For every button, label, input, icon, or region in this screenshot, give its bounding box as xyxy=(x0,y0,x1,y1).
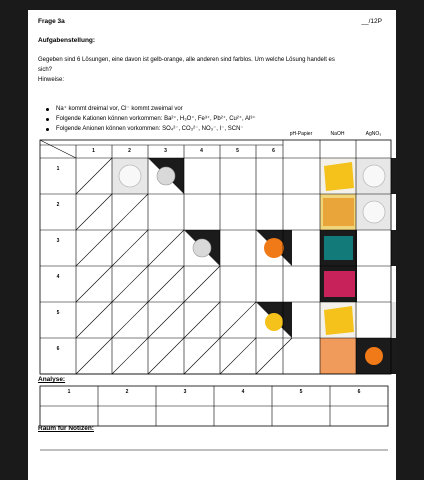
cell-diagonal xyxy=(112,302,148,338)
row-number: 3 xyxy=(56,238,60,244)
task-text-line-2: sich? xyxy=(38,67,53,73)
cell-diagonal xyxy=(220,302,256,338)
analysis-column-number: 3 xyxy=(183,389,187,395)
clear-droplet xyxy=(119,165,141,187)
cell-diagonal xyxy=(76,194,112,230)
analysis-column-number: 1 xyxy=(67,389,71,395)
cell-diagonal xyxy=(184,266,220,302)
cell-diagonal xyxy=(76,302,112,338)
orange-droplet xyxy=(264,238,284,258)
header-corner-diagonal xyxy=(40,140,76,158)
reagent-header-naoh: NaOH xyxy=(330,131,345,137)
cell-diagonal xyxy=(148,230,184,266)
reagent-header-agno3: AgNO₃ xyxy=(365,131,382,137)
row-number: 1 xyxy=(56,166,60,172)
worksheet-frame xyxy=(28,10,396,480)
orange-powder-photo xyxy=(320,338,357,374)
cell-diagonal xyxy=(76,158,112,194)
magenta-indicator-strip xyxy=(324,271,355,297)
hint-item: Na⁺ kommt dreimal vor, Cl⁻ kommt zweimal vor xyxy=(44,104,256,114)
points-field: __/12P xyxy=(361,18,382,25)
question-title: Frage 3a xyxy=(38,18,65,25)
analysis-heading: Analyse: xyxy=(38,376,66,383)
sample-photo-background xyxy=(391,302,396,338)
yellow-droplet xyxy=(265,313,283,331)
orange-indicator-strip xyxy=(323,198,354,226)
row-number: 5 xyxy=(56,310,60,316)
cell-diagonal xyxy=(76,230,112,266)
clear-droplet xyxy=(363,165,385,187)
cell-diagonal xyxy=(148,266,184,302)
yellow-indicator-strip xyxy=(324,306,354,335)
worksheet-page xyxy=(28,10,396,480)
cell-diagonal xyxy=(220,338,256,374)
clear-droplet xyxy=(363,201,385,223)
cell-diagonal xyxy=(112,338,148,374)
analysis-column-number: 6 xyxy=(357,389,361,395)
teal-indicator-strip xyxy=(324,236,353,260)
hint-item: Folgende Anionen können vorkommen: SO₄²⁻, CO₃²⁻, NO₃⁻, I⁻, SCN⁻ xyxy=(44,124,256,134)
column-number: 4 xyxy=(200,148,203,154)
task-text-line-1: Gegeben sind 6 Lösungen, eine davon ist gelb-orange, alle anderen sind farblos. Um welche Lösung handelt es xyxy=(38,57,335,63)
cell-diagonal xyxy=(76,266,112,302)
analysis-column-number: 4 xyxy=(241,389,245,395)
column-number: 3 xyxy=(164,148,167,154)
orange-droplet xyxy=(365,347,383,365)
column-number: 5 xyxy=(236,148,239,154)
column-number: 6 xyxy=(272,148,275,154)
sample-photo-background xyxy=(391,230,396,266)
hints-list xyxy=(44,104,256,134)
cell-diagonal xyxy=(256,338,292,374)
cell-diagonal xyxy=(112,230,148,266)
hints-label: Hinweise: xyxy=(38,77,65,83)
cell-diagonal xyxy=(112,194,148,230)
analysis-column-number: 5 xyxy=(299,389,303,395)
column-number: 2 xyxy=(128,148,131,154)
cell-diagonal xyxy=(148,338,184,374)
task-heading: Aufgabenstellung: xyxy=(38,37,96,44)
column-number: 1 xyxy=(92,148,95,154)
hint-item: Folgende Kationen können vorkommen: Ba²⁺, H₃O⁺, Fe³⁺, Pb²⁺, Cu²⁺, Al³⁺ xyxy=(44,114,256,124)
cell-diagonal xyxy=(184,302,220,338)
cell-diagonal xyxy=(112,266,148,302)
cell-diagonal xyxy=(184,338,220,374)
row-number: 2 xyxy=(56,202,60,208)
reagent-header-ph-paper: pH-Papier xyxy=(289,131,313,137)
clear-droplet xyxy=(157,167,175,185)
row-number: 6 xyxy=(56,346,60,352)
sample-photo-background xyxy=(391,338,396,374)
clear-droplet xyxy=(193,239,211,257)
cell-diagonal xyxy=(76,338,112,374)
sample-photo-background xyxy=(391,158,396,194)
cell-diagonal xyxy=(148,302,184,338)
yellow-indicator-strip xyxy=(324,162,354,191)
row-number: 4 xyxy=(56,274,60,280)
analysis-column-number: 2 xyxy=(125,389,129,395)
notes-heading: Raum für Notizen: xyxy=(38,425,94,432)
